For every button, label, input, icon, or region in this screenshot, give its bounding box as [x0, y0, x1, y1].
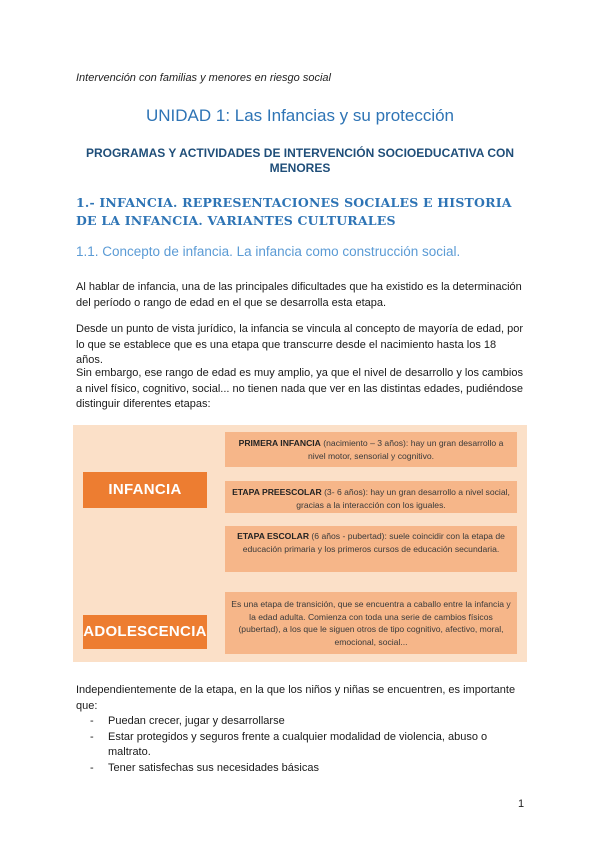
- paragraph-stages-intro: Sin embargo, ese rango de edad es muy amplio, ya que el nivel de desarrollo y los cambios a nivel físico, cognitivo, social... no tienen nada que ver en las distintas edades, pudiéndose distinguir diferentes etapas:: [76, 367, 524, 410]
- stages-figure: [73, 425, 527, 662]
- infancia-label: INFANCIA: [83, 472, 207, 508]
- stage-text: (6 años - pubertad): suele coincidir con la etapa de educación primaria y los primeros cursos de educación secundaria.: [242, 531, 505, 554]
- subsection-title: 1.1. Concepto de infancia. La infancia como construcción social.: [76, 244, 461, 259]
- running-header: Intervención con familias y menores en riesgo social: [76, 72, 331, 84]
- list-item: [76, 714, 526, 730]
- list-bullet: -: [90, 730, 94, 743]
- list-item-text: Estar protegidos y seguros frente a cualquier modalidad de violencia, abuso o maltrato.: [108, 730, 488, 758]
- paragraph-needs-intro: Independientemente de la etapa, en la que los niños y niñas se encuentren, es importante que:: [76, 684, 516, 712]
- stage-name: ETAPA ESCOLAR: [237, 531, 310, 541]
- needs-list: [76, 714, 526, 776]
- program-title: PROGRAMAS Y ACTIVIDADES DE INTERVENCIÓN SOCIOEDUCATIVA CON MENORES: [85, 146, 515, 175]
- list-item: [76, 761, 526, 777]
- list-bullet: -: [90, 715, 94, 727]
- paragraph-age-range: Al hablar de infancia, una de las principales dificultades que ha existido es la determinación del período o rango de edad en el que se desarrolla esta etapa.: [76, 281, 522, 309]
- list-item-text: Puedan crecer, jugar y desarrollarse: [108, 715, 285, 727]
- unit-title: UNIDAD 1: Las Infancias y su protección: [145, 106, 455, 125]
- list-item-text: Tener satisfechas sus necesidades básicas: [108, 761, 319, 774]
- section-title: 1.- INFANCIA. REPRESENTACIONES SOCIALES E HISTORIA DE LA INFANCIA. VARIANTES CULTURALES: [76, 195, 512, 228]
- stage-box-primera-infancia: [225, 432, 517, 467]
- stage-box-escolar: [225, 526, 517, 572]
- list-bullet: -: [90, 761, 94, 774]
- stage-name: PRIMERA INFANCIA: [238, 438, 321, 448]
- stage-text: (nacimiento – 3 años): hay un gran desarrollo a nivel motor, sensorial y cognitivo.: [307, 438, 504, 461]
- stage-text: (3- 6 años): hay un gran desarrollo a nivel social, gracias a la interacción con los iguales.: [296, 487, 510, 510]
- paragraph-legal-view: Desde un punto de vista jurídico, la infancia se vincula al concepto de mayoría de edad, por lo que se establece que es una etapa que transcurre desde el nacimiento hasta los 18 años.: [76, 323, 523, 366]
- adolescencia-label: ADOLESCENCIA: [83, 615, 207, 649]
- stage-box-adolescencia: Es una etapa de transición, que se encuentra a caballo entre la infancia y la edad adulta. Comienza con toda una serie de cambios físicos (pubertad), a los que le siguen otros de tipo cognitivo, afectivo, moral, emocional, social...: [225, 592, 517, 654]
- page-number: 1: [518, 798, 525, 810]
- stage-name: ETAPA PREESCOLAR: [232, 487, 322, 497]
- stage-box-preescolar: [225, 481, 517, 513]
- list-item: [76, 730, 526, 761]
